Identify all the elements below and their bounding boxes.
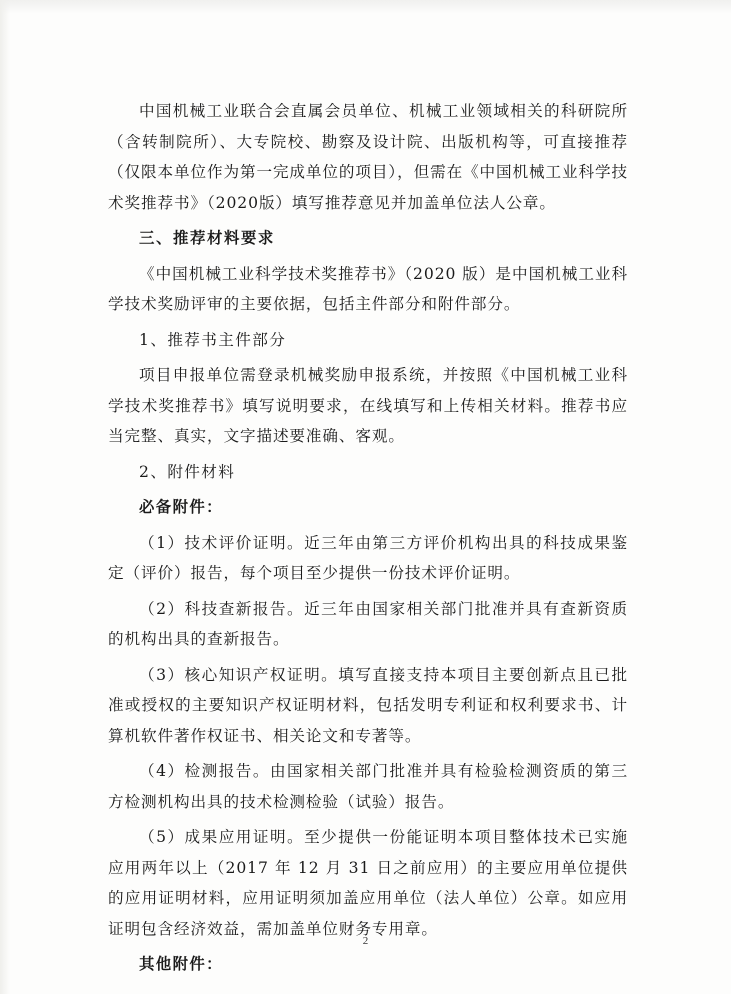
item-technical-evaluation: （1）技术评价证明。近三年由第三方评价机构出具的科技成果鉴定（评价）报告，每个项目至少提供一份技术评价证明。 <box>108 533 628 582</box>
page-number: 2 <box>362 935 369 947</box>
item-test-report: （4）检测报告。由国家相关部门批准并具有检验检测资质的第三方检测机构出具的技术检测检验（试验）报告。 <box>108 762 628 811</box>
section-heading-materials: 三、推荐材料要求 <box>139 229 275 247</box>
document-body <box>108 96 628 985</box>
scan-edge-left <box>0 0 10 994</box>
scan-edge-top <box>0 0 731 14</box>
subheading-main-part: 1、推荐书主件部分 <box>139 330 287 349</box>
item-ip-proof: （3）核心知识产权证明。填写直接支持本项目主要创新点且已批准或授权的主要知识产权证明材料，包括发明专利证和权利要求书、计算机软件著作权证书、相关论文和专著等。 <box>108 665 628 745</box>
item-novelty-search: （2）科技查新报告。近三年由国家相关部门批准并具有查新资质的机构出具的查新报告。 <box>108 599 628 648</box>
paragraph-recommending-units: 中国机械工业联合会直属会员单位、机械工业领域相关的科研院所（含转制院所）、大专院校、勘察及设计院、出版机构等，可直接推荐（仅限本单位作为第一完成单位的项目），但需在《中国机械工业科学技术奖推荐书》（2020版）填写推荐意见并加盖单位法人公章。 <box>108 102 629 212</box>
subheading-attachments: 2、附件材料 <box>139 462 236 481</box>
paragraph-recommendation-form: 《中国机械工业科学技术奖推荐书》（2020 版）是中国机械工业科学技术奖励评审的主要依据，包括主件部分和附件部分。 <box>108 264 628 313</box>
label-required-attachments: 必备附件： <box>139 498 223 516</box>
paragraph-online-submission: 项目申报单位需登录机械奖励申报系统，并按照《中国机械工业科学技术奖推荐书》填写说明要求，在线填写和上传相关材料。推荐书应当完整、真实，文字描述要准确、客观。 <box>108 366 628 445</box>
label-other-attachments: 其他附件： <box>139 955 223 973</box>
item-application-proof: （5）成果应用证明。至少提供一份能证明本项目整体技术已实施应用两年以上（2017 年 12 月 31 日之前应用）的主要应用单位提供的应用证明材料，应用证明须加盖应用单位（法人单位）公章。如应用证明包含经济效益，需加盖单位财务专用章。 <box>108 828 628 938</box>
